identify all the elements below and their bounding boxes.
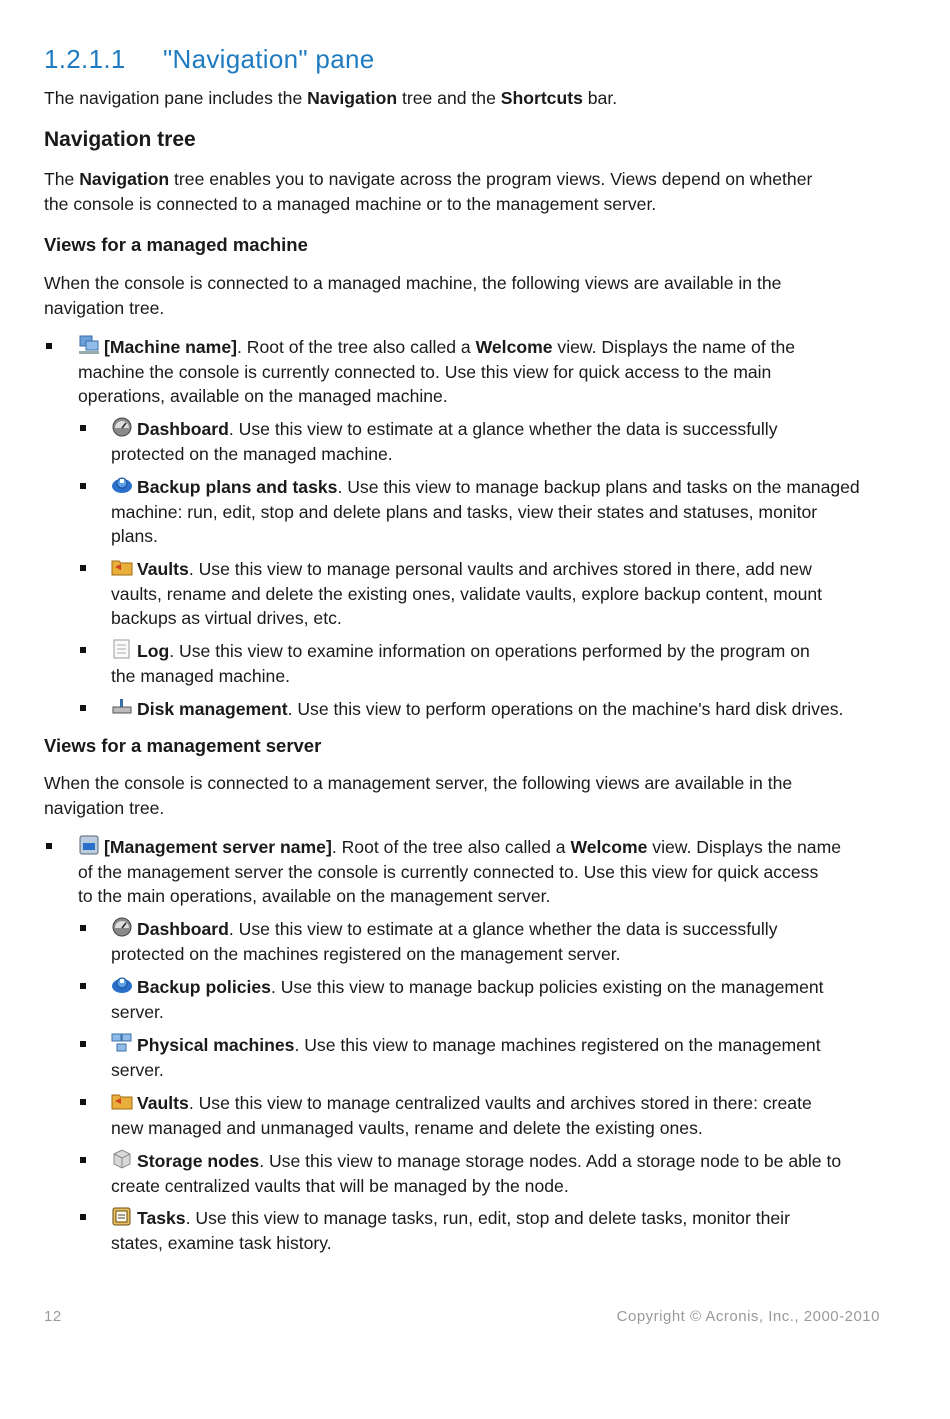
item-text: vaults, rename and delete the existing ones, validate vaults, explore backup content, mount <box>111 583 823 604</box>
storage-nodes-icon <box>111 1149 131 1167</box>
intro-text: The navigation pane includes the <box>44 88 308 108</box>
managed-disk-management-item <box>111 697 911 722</box>
management-server-paragraph <box>44 771 890 820</box>
item-text: create centralized vaults that will be managed by the node. <box>111 1175 569 1196</box>
intro-bold-navigation: Navigation <box>307 88 398 108</box>
item-text: states, examine task history. <box>111 1232 332 1253</box>
nav-tree-text: The <box>44 169 80 189</box>
bullet <box>80 983 86 989</box>
item-text: . Use this view to manage machines registered on the management <box>294 1035 821 1055</box>
server-vaults-item <box>111 1091 901 1140</box>
item-title: Log <box>137 641 170 661</box>
nav-tree-text: the console is connected to a managed machine or to the management server. <box>44 193 657 214</box>
item-text: . Use this view to manage backup policies existing on the management <box>270 977 824 997</box>
item-text: backups as virtual drives, etc. <box>111 608 342 628</box>
item-text: machine the console is currently connected to. Use this view for quick access to the main <box>78 361 772 382</box>
item-text: . Use this view to manage personal vaults and archives stored in there, add new <box>188 559 812 579</box>
machine-icon <box>78 335 98 353</box>
item-text: protected on the machines registered on the management server. <box>111 943 621 964</box>
tasks-icon <box>111 1206 131 1224</box>
paragraph-line: When the console is connected to a managed machine, the following views are available in the <box>44 273 782 293</box>
item-text: machine: run, edit, stop and delete plans and tasks, view their states and statuses, monitor <box>111 501 818 522</box>
item-title: Tasks <box>137 1208 186 1228</box>
bullet <box>80 1214 86 1220</box>
managed-dashboard-item <box>111 417 901 466</box>
item-text: . Use this view to estimate at a glance whether the data is successfully <box>228 919 778 939</box>
managed-machine-paragraph <box>44 271 890 320</box>
item-text: . Use this view to estimate at a glance whether the data is successfully <box>228 419 778 439</box>
nav-tree-heading: Navigation tree <box>44 128 196 151</box>
copyright-notice: Copyright © Acronis, Inc., 2000-2010 <box>616 1308 880 1325</box>
paragraph-line: navigation tree. <box>44 297 165 318</box>
backup-plans-icon <box>111 475 131 493</box>
machine-name-label: [Machine name] <box>104 337 237 357</box>
machine-name-item <box>78 335 890 409</box>
bullet <box>80 565 86 571</box>
item-text: server. <box>111 1059 164 1080</box>
item-text: . Use this view to manage storage nodes. Add a storage node to be able to <box>259 1151 842 1171</box>
item-text: to the main operations, available on the management server. <box>78 886 551 906</box>
section-title: "Navigation" pane <box>163 44 375 74</box>
bullet <box>80 705 86 711</box>
server-physical-machines-item <box>111 1033 901 1082</box>
item-title: Disk management <box>137 699 288 719</box>
item-text: the managed machine. <box>111 665 290 686</box>
item-title: Physical machines <box>137 1035 295 1055</box>
item-text: . Root of the tree also called a <box>236 337 476 357</box>
nav-tree-paragraph <box>44 167 890 216</box>
vault-icon <box>111 1091 131 1109</box>
item-text: protected on the managed machine. <box>111 443 393 464</box>
server-name-label: [Management server name] <box>104 837 332 857</box>
bullet <box>46 843 52 849</box>
bullet <box>80 647 86 653</box>
item-text: operations, available on the managed machine. <box>78 386 448 406</box>
dashboard-icon <box>111 917 131 935</box>
welcome-label: Welcome <box>570 837 648 857</box>
nav-tree-text: tree enables you to navigate across the program views. Views depend on whether <box>169 169 813 189</box>
log-icon <box>111 639 131 657</box>
paragraph-line: When the console is connected to a management server, the following views are available in the <box>44 773 793 793</box>
item-title: Backup plans and tasks <box>137 477 338 497</box>
item-text: plans. <box>111 526 158 546</box>
item-title: Vaults <box>137 559 189 579</box>
paragraph-line: navigation tree. <box>44 797 165 818</box>
server-storage-nodes-item <box>111 1149 901 1198</box>
item-title: Dashboard <box>137 919 229 939</box>
section-number: 1.2.1.1 <box>44 44 126 74</box>
server-tasks-item <box>111 1206 901 1255</box>
item-title: Vaults <box>137 1093 189 1113</box>
bullet <box>80 1099 86 1105</box>
item-text: . Use this view to examine information on operations performed by the program on <box>169 641 810 661</box>
intro-bold-shortcuts: Shortcuts <box>500 88 583 108</box>
managed-log-item <box>111 639 901 688</box>
item-text: of the management server the console is currently connected to. Use this view for quick access <box>78 861 819 882</box>
backup-policies-icon <box>111 975 131 993</box>
bullet <box>80 925 86 931</box>
server-backup-policies-item <box>111 975 901 1024</box>
item-title: Storage nodes <box>137 1151 260 1171</box>
bullet <box>80 1041 86 1047</box>
managed-backup-plans-item <box>111 475 901 549</box>
disk-management-icon <box>111 697 131 715</box>
item-text: . Use this view to manage centralized vaults and archives stored in there: create <box>188 1093 812 1113</box>
item-text: view. Displays the name of the <box>552 337 796 357</box>
item-text: . Use this view to manage backup plans and tasks on the managed <box>337 477 860 497</box>
welcome-label: Welcome <box>475 337 553 357</box>
management-server-icon <box>78 835 98 853</box>
intro-text: bar. <box>582 88 618 108</box>
bullet <box>80 425 86 431</box>
intro-text: tree and the <box>397 88 501 108</box>
server-name-item <box>78 835 890 909</box>
item-text: . Use this view to manage tasks, run, edit, stop and delete tasks, monitor their <box>185 1208 790 1228</box>
bullet <box>46 343 52 349</box>
item-text: view. Displays the name <box>647 837 842 857</box>
item-text: server. <box>111 1001 164 1022</box>
bullet <box>80 1157 86 1163</box>
server-dashboard-item <box>111 917 901 966</box>
nav-tree-bold: Navigation <box>79 169 170 189</box>
page-number: 12 <box>44 1308 62 1325</box>
item-text: new managed and unmanaged vaults, rename and delete the existing ones. <box>111 1117 703 1138</box>
intro-paragraph <box>44 86 890 111</box>
section-heading <box>44 44 374 75</box>
item-text: . Root of the tree also called a <box>331 837 571 857</box>
item-title: Backup policies <box>137 977 271 997</box>
bullet <box>80 483 86 489</box>
item-text: . Use this view to perform operations on the machine's hard disk drives. <box>287 699 844 719</box>
item-title: Dashboard <box>137 419 229 439</box>
vault-icon <box>111 557 131 575</box>
physical-machines-icon <box>111 1033 131 1051</box>
managed-vaults-item <box>111 557 901 631</box>
managed-machine-heading: Views for a managed machine <box>44 234 308 255</box>
dashboard-icon <box>111 417 131 435</box>
management-server-heading: Views for a management server <box>44 735 322 756</box>
